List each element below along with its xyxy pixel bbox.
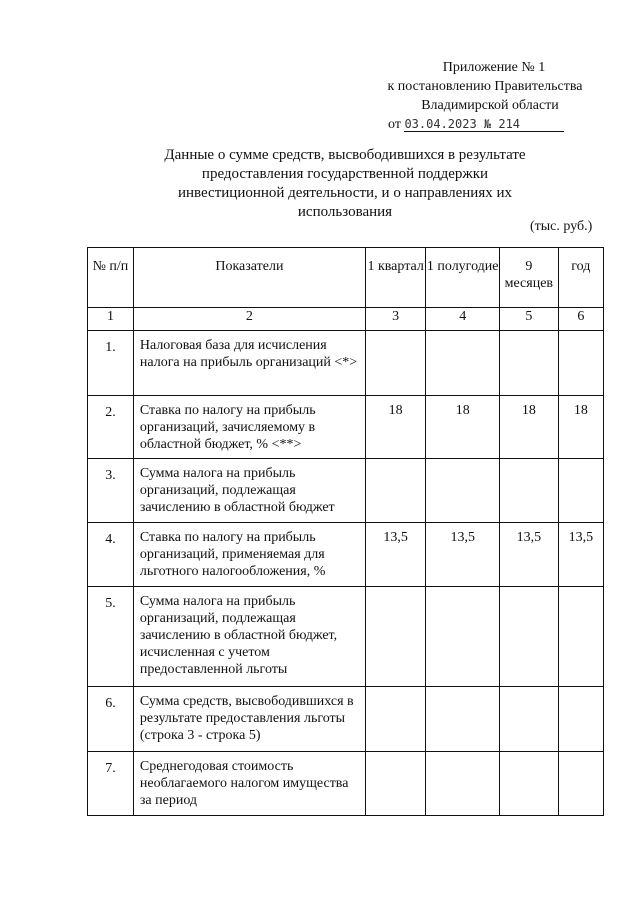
- document-title: Данные о сумме средств, высвободившихся в результате предоставления государственной поддержки инвестиционной деятельности, и о направлениях их использования: [164, 147, 526, 220]
- column-number: 6: [558, 308, 603, 331]
- value-cell: [426, 587, 500, 687]
- value-cell: 18: [365, 396, 426, 459]
- value-cell: 13,5: [426, 523, 500, 587]
- value-cell: [558, 459, 603, 523]
- value-cell: [365, 752, 426, 816]
- table-row: [88, 587, 604, 687]
- row-number: 6.: [88, 687, 134, 752]
- value-cell: [500, 459, 559, 523]
- column-number: 3: [365, 308, 426, 331]
- column-number: 5: [500, 308, 559, 331]
- value-cell: [426, 331, 500, 396]
- column-number: 1: [88, 308, 134, 331]
- value-cell: [500, 752, 559, 816]
- column-number-row: [88, 308, 604, 331]
- header-cell: 1 полугодие: [426, 248, 500, 308]
- value-cell: [365, 587, 426, 687]
- value-cell: [365, 687, 426, 752]
- row-number: 1.: [88, 331, 134, 396]
- value-cell: [558, 687, 603, 752]
- data-table: [87, 247, 604, 816]
- table-header-row: [88, 248, 604, 308]
- row-label: Среднегодовая стоимость необлагаемого налогом имущества за период: [133, 752, 365, 816]
- header-cell: № п/п: [88, 248, 134, 308]
- row-number: 5.: [88, 587, 134, 687]
- value-cell: [426, 687, 500, 752]
- table-row: [88, 523, 604, 587]
- row-label: Налоговая база для исчисления налога на прибыль организаций <*>: [133, 331, 365, 396]
- unit-label: (тыс. руб.): [530, 219, 593, 234]
- header-cell: 1 квартал: [365, 248, 426, 308]
- row-label: Ставка по налогу на прибыль организаций, зачисляемому в областной бюджет, % <**>: [133, 396, 365, 459]
- header-cell: Показатели: [133, 248, 365, 308]
- row-label: Сумма налога на прибыль организаций, подлежащая зачислению в областной бюджет: [133, 459, 365, 523]
- row-number: 2.: [88, 396, 134, 459]
- value-cell: [500, 587, 559, 687]
- value-cell: [365, 331, 426, 396]
- table-row: [88, 396, 604, 459]
- value-cell: [365, 459, 426, 523]
- appendix-block: [360, 58, 610, 134]
- value-cell: [558, 752, 603, 816]
- value-cell: 18: [426, 396, 500, 459]
- value-cell: [500, 331, 559, 396]
- value-cell: 18: [558, 396, 603, 459]
- value-cell: [426, 459, 500, 523]
- column-number: 4: [426, 308, 500, 331]
- appendix-resolution: к постановлению Правительства: [387, 79, 583, 94]
- header-cell: 9 месяцев: [500, 248, 559, 308]
- row-label: Сумма налога на прибыль организаций, подлежащая зачислению в областной бюджет, исчисленная с учетом предоставленной льготы: [133, 587, 365, 687]
- value-cell: [558, 331, 603, 396]
- appendix-title: Приложение № 1: [442, 60, 546, 75]
- row-number: 3.: [88, 459, 134, 523]
- appendix-region: Владимирской области: [421, 98, 559, 113]
- table-row: [88, 331, 604, 396]
- value-cell: [426, 752, 500, 816]
- value-cell: [558, 587, 603, 687]
- header-cell: год: [558, 248, 603, 308]
- row-number: 4.: [88, 523, 134, 587]
- value-cell: 13,5: [365, 523, 426, 587]
- row-label: Сумма средств, высвободившихся в результате предоставления льготы (строка 3 - строка 5): [133, 687, 365, 752]
- table-row: [88, 687, 604, 752]
- value-cell: 13,5: [558, 523, 603, 587]
- table-row: [88, 752, 604, 816]
- date-number: 03.04.2023 № 214: [404, 117, 564, 132]
- value-cell: 18: [500, 396, 559, 459]
- value-cell: 13,5: [500, 523, 559, 587]
- column-number: 2: [133, 308, 365, 331]
- table-row: [88, 459, 604, 523]
- row-label: Ставка по налогу на прибыль организаций, применяемая для льготного налогообложения, %: [133, 523, 365, 587]
- value-cell: [500, 687, 559, 752]
- date-prefix: от: [388, 117, 401, 132]
- appendix-date-line: [360, 115, 610, 134]
- row-number: 7.: [88, 752, 134, 816]
